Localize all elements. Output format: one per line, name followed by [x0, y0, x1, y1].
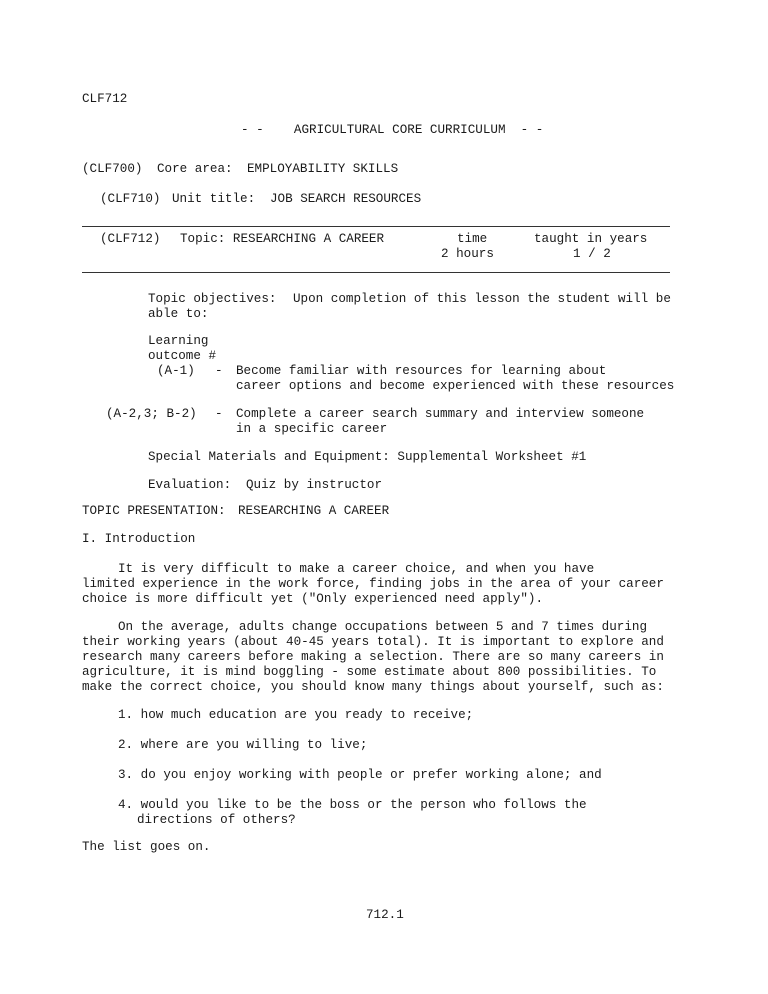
special-materials: Special Materials and Equipment: Supplemental Worksheet #1 — [148, 450, 587, 464]
topic-code: (CLF712) — [100, 232, 161, 246]
outcome-2-line1: Complete a career search summary and interview someone — [236, 407, 645, 421]
list-item-3: 3. do you enjoy working with people or prefer working alone; and — [118, 768, 602, 782]
objectives-label: Topic objectives: — [148, 292, 277, 306]
list-item-2: 2. where are you willing to live; — [118, 738, 368, 752]
paragraph-2-line-3: research many careers before making a selection. There are so many careers in — [82, 650, 664, 664]
core-area-value: EMPLOYABILITY SKILLS — [247, 162, 399, 176]
objectives-text-2: able to: — [148, 307, 209, 321]
topic-title: Topic: RESEARCHING A CAREER — [180, 232, 385, 246]
paragraph-1-line-3: choice is more difficult yet ("Only experienced need apply"). — [82, 592, 544, 606]
unit-title-label: Unit title: — [172, 192, 256, 206]
topic-presentation-value: RESEARCHING A CAREER — [238, 504, 390, 518]
paragraph-1-line-1: It is very difficult to make a career choice, and when you have — [118, 562, 595, 576]
evaluation-value: Quiz by instructor — [246, 478, 383, 492]
time-header: time — [457, 232, 488, 246]
time-value: 2 hours — [441, 247, 494, 261]
objectives-text: Upon completion of this lesson the student will be — [293, 292, 671, 306]
section-heading: I. Introduction — [82, 532, 196, 546]
outcome-1-line2: career options and become experienced with these resources — [236, 379, 675, 393]
outcome-1-dash: - — [215, 364, 223, 378]
learning-outcome-label-2: outcome # — [148, 349, 217, 363]
topic-presentation-label: TOPIC PRESENTATION: — [82, 504, 226, 518]
evaluation-label: Evaluation: — [148, 478, 232, 492]
list-item-1: 1. how much education are you ready to receive; — [118, 708, 474, 722]
curriculum-banner: - - AGRICULTURAL CORE CURRICULUM - - — [241, 123, 544, 137]
learning-outcome-label-1: Learning — [148, 334, 209, 348]
unit-code: (CLF710) — [100, 192, 161, 206]
header-rule-top — [82, 226, 670, 227]
header-rule-bottom — [82, 272, 670, 273]
years-header: taught in years — [534, 232, 648, 246]
outcome-2-dash: - — [215, 407, 223, 421]
document-code: CLF712 — [82, 92, 128, 106]
unit-title-value: JOB SEARCH RESOURCES — [270, 192, 422, 206]
paragraph-2-line-1: On the average, adults change occupations between 5 and 7 times during — [118, 620, 648, 634]
outcome-2-code: (A-2,3; B-2) — [106, 407, 197, 421]
list-item-4-continued: directions of others? — [137, 813, 296, 827]
page-number: 712.1 — [366, 908, 404, 922]
outcome-2-line2: in a specific career — [236, 422, 388, 436]
core-area-code: (CLF700) — [82, 162, 143, 176]
years-value: 1 / 2 — [573, 247, 611, 261]
paragraph-2-line-5: make the correct choice, you should know many things about yourself, such as: — [82, 680, 664, 694]
paragraph-1-line-2: limited experience in the work force, finding jobs in the area of your career — [82, 577, 664, 591]
paragraph-2-line-4: agriculture, it is mind boggling - some estimate about 800 possibilities. To — [82, 665, 657, 679]
paragraph-2-line-2: their working years (about 40-45 years total). It is important to explore and — [82, 635, 664, 649]
closing-line: The list goes on. — [82, 840, 211, 854]
outcome-1-line1: Become familiar with resources for learning about — [236, 364, 607, 378]
core-area-label: Core area: — [157, 162, 233, 176]
outcome-1-code: (A-1) — [157, 364, 195, 378]
list-item-4: 4. would you like to be the boss or the person who follows the — [118, 798, 587, 812]
